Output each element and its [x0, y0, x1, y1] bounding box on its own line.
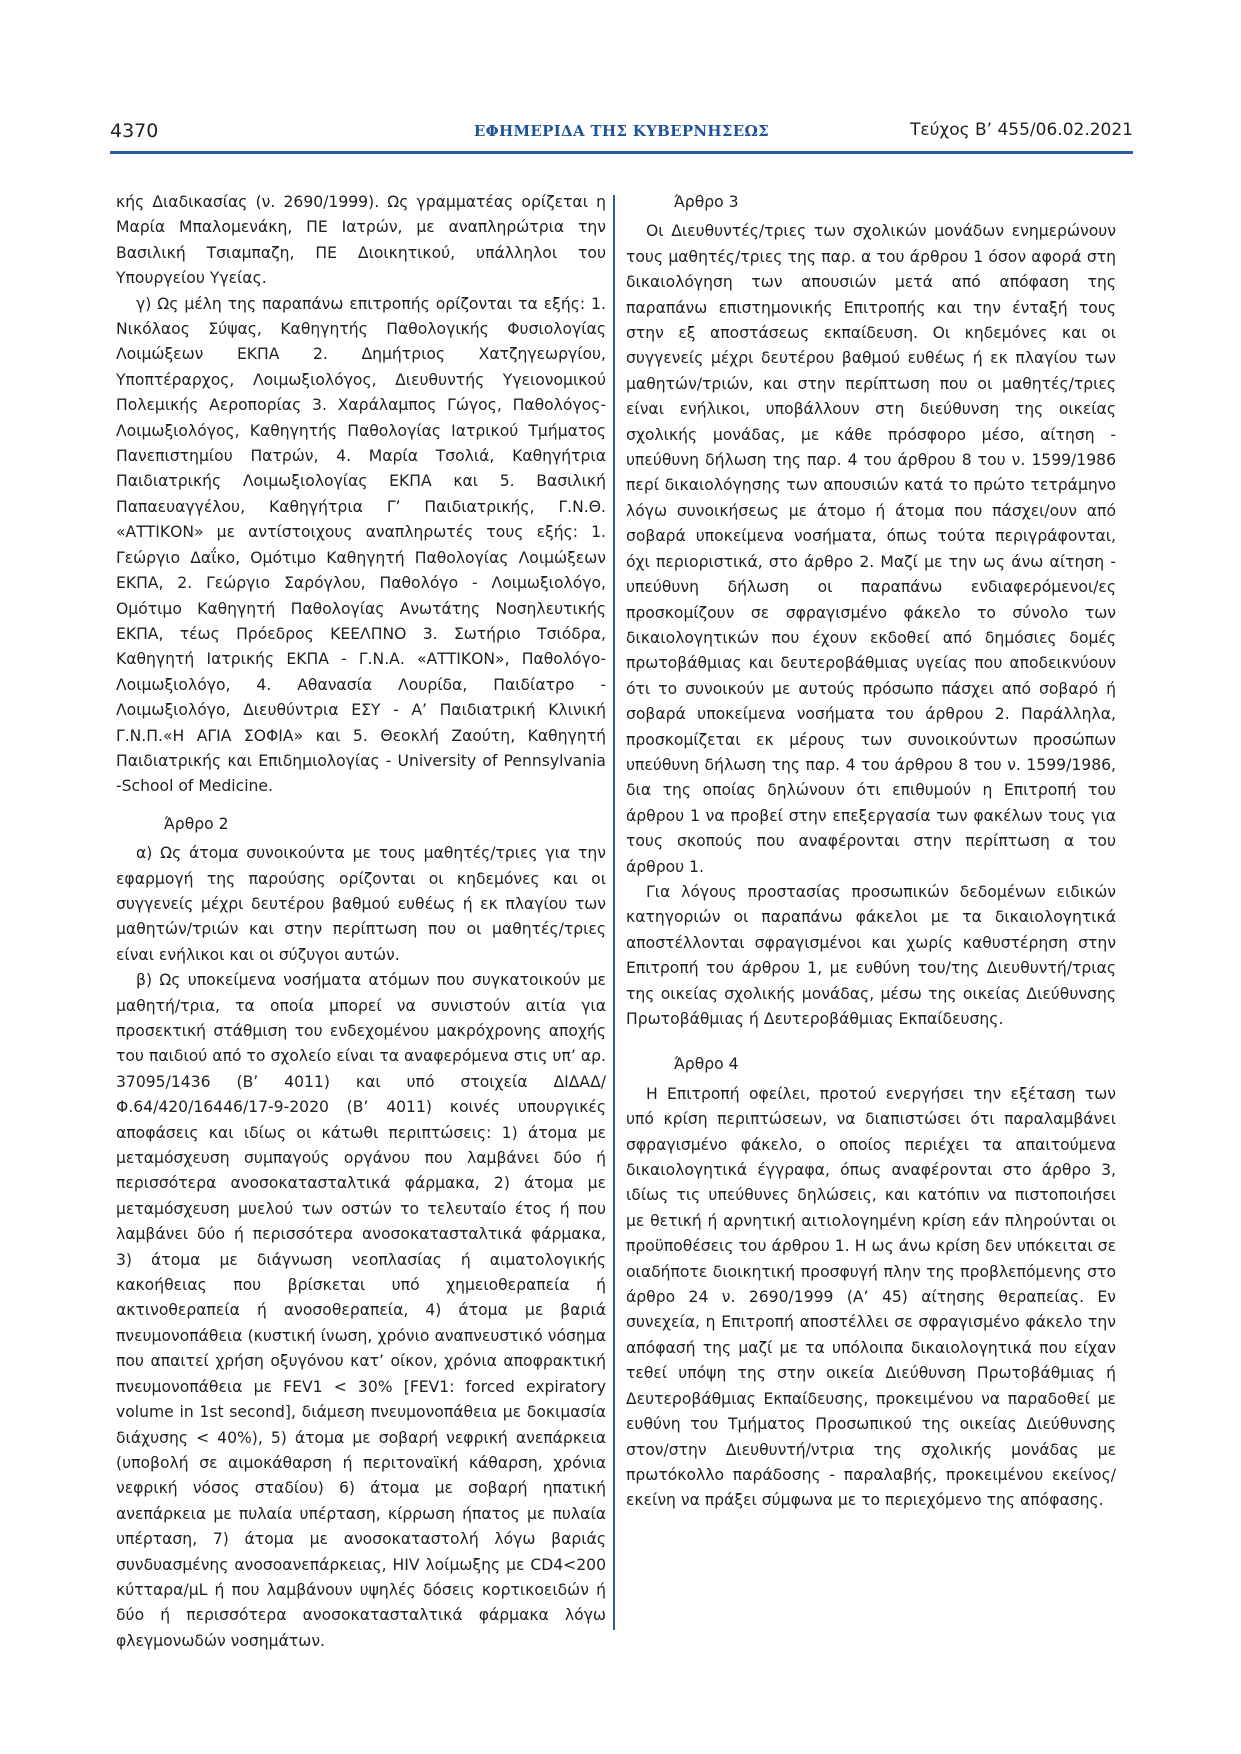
page-header	[110, 120, 1133, 150]
paragraph-committee-members: γ) Ως μέλη της παραπάνω επιτροπής ορίζονται τα εξής: 1. Νικόλαος Σύψας, Καθηγητής Παθολογικής Φυσιολογίας Λοιμώξεων ΕΚΠΑ 2. Δημήτριος Χατζηγεωργίου, Υποπτέραρχος, Λοιμωξιολόγος, Διευθυντής Υγειονομικού Πολεμικής Αεροπορίας 3. Χαράλαμπος Γώγος, Παθολόγος-Λοιμωξιολόγος, Καθηγητής Παθολογίας Ιατρικού Τμήματος Πανεπιστημίου Πατρών, 4. Μαρία Τσολιά, Καθηγήτρια Παιδιατρικής Λοιμωξιολογίας ΕΚΠΑ και 5. Βασιλική Παπαευαγγέλου, Καθηγήτρια Γ’ Παιδιατρικής, Γ.Ν.Θ. «ΑΤΤΙΚΟΝ» με αντίστοιχους αναπληρωτές τους εξής: 1. Γεώργιο Δαΐκο, Ομότιμο Καθηγητή Παθολογίας Λοιμώξεων ΕΚΠΑ, 2. Γεώργιο Σαρόγλου, Παθολόγο - Λοιμωξιολόγο, Ομότιμο Καθηγητή Παθολογίας Ανωτάτης Νοσηλευτικής ΕΚΠΑ, τέως Πρόεδρος ΚΕΕΛΠΝΟ 3. Σωτήριο Τσιόδρα, Καθηγητή Ιατρικής ΕΚΠΑ - Γ.Ν.Α. «ΑΤΤΙΚΟΝ», Παθολόγο-Λοιμωξιολόγο, 4. Αθανασία Λουρίδα, Παιδίατρο - Λοιμωξιολόγο, Διευθύντρια ΕΣΥ - Α’ Παιδιατρική Κλινική Γ.Ν.Π.«Η ΑΓΙΑ ΣΟΦΙΑ» και 5. Θεοκλή Ζαούτη, Καθηγητή Παιδιατρικής και Επιδημιολογίας - University of Pennsylvania -School of Medicine.	[116, 294, 606, 796]
left-column	[116, 190, 606, 1654]
article-4-heading: Άρθρο 4	[674, 1055, 739, 1074]
article-2-para-b: β) Ως υποκείμενα νοσήματα ατόμων που συγκατοικούν με μαθητή/τρια, τα οποία μπορεί να συνιστούν αιτία για προσεκτική στάθμιση του ενδεχομένου μακρόχρονης αποχής του παιδιού από το σχολείο είναι τα αναφερόμενα στις υπ’ αρ. 37095/1436 (Β’ 4011) και υπό στοιχεία ΔΙΔΑΔ/Φ.64/420/16446/17-9-2020 (Β’ 4011) κοινές υπουργικές αποφάσεις και ιδίως οι κάτωθι περιπτώσεις: 1) άτομα με μεταμόσχευση συμπαγούς οργάνου που λαμβάνει δύο ή περισσότερα ανοσοκατασταλτικά φάρμακα, 2) άτομα με μεταμόσχευση μυελού των οστών το τελευταίο έτος ή που λαμβάνει δύο ή περισσότερα ανοσοκατασταλτικά φάρμακα, 3) άτομα με διάγνωση νεοπλασίας ή αιματολογικής κακοήθειας που βρίσκεται υπό χημειοθεραπεία ή ακτινοθεραπεία ή ανοσοθεραπεία, 4) άτομα με βαριά πνευμονοπάθεια (κυστική ίνωση, χρόνιο αναπνευστικό νόσημα που απαιτεί χρήση οξυγόνου κατ’ οίκον, χρόνια αποφρακτική πνευμονοπάθεια με FEV1 < 30% [FEV1: forced expiratory volume in 1st second], διάμεση πνευμονοπάθεια με δοκιμασία διάχυσης < 40%), 5) άτομα με σοβαρή νεφρική ανεπάρκεια (υποβολή σε αιμοκάθαρση ή περιτοναϊκή κάθαρση, χρόνια νεφρική νόσος σταδίου) 6) άτομα με σοβαρή ηπατική ανεπάρκεια με πυλαία υπέρταση, κίρρωση ήπατος με πυλαία υπέρταση, 7) άτομα με ανοσοκαταστολή λόγω βαριάς συνδυασμένης ανοσοανεπάρκειας, HIV λοίμωξης με CD4<200 κύτταρα/μL ή που λαμβάνουν υψηλές δόσεις κορτικοειδών ή δύο ή περισσότερα ανοσοκατασταλτικά φάρμακα λόγω φλεγμονωδών νοσημάτων.	[116, 971, 606, 1650]
page-number: 4370	[110, 120, 159, 142]
header-rule	[110, 151, 1133, 154]
article-3-heading: Άρθρο 3	[674, 193, 739, 211]
issue-info: Τεύχος Β’ 455/06.02.2021	[910, 120, 1133, 140]
article-3-para-2: Για λόγους προστασίας προσωπικών δεδομένων ειδικών κατηγοριών οι παραπάνω φάκελοι με τα δικαιολογητικά αποστέλλονται σφραγισμένοι και χωρίς καθυστέρηση στην Επιτροπή του άρθρου 1, με ευθύνη του/της Διευθυντή/τριας της οικείας σχολικής μονάδας, μέσω της οικείας Διεύθυνσης Πρωτοβάθμιας ή Δευτεροβάθμιας Εκπαίδευσης.	[626, 882, 1116, 1028]
paragraph-continuation: κής Διαδικασίας (ν. 2690/1999). Ως γραμματέας ορίζεται η Μαρία Μπαλομενάκη, ΠΕ Ιατρών, με αναπληρώτρια την Βασιλική Τσιαμπαζη, ΠΕ Διοικητικού, υπάλληλοι του Υπουργείου Υγείας.	[116, 193, 606, 288]
gazette-title: ΕΦΗΜΕΡΙΔΑ ΤΗΣ ΚΥΒΕΡΝΗΣΕΩΣ	[473, 122, 770, 140]
article-3-para-1: Οι Διευθυντές/τριες των σχολικών μονάδων ενημερώνουν τους μαθητές/τριες της παρ. α του άρθρου 1 όσον αφορά στη δικαιολόγηση των απουσιών μετά από απόφαση της παραπάνω επιστημονικής Επιτροπής και την ένταξή τους στην εξ αποστάσεως εκπαίδευση. Οι κηδεμόνες και οι συγγενείς μέχρι δευτέρου βαθμού ευθέως ή εκ πλαγίου των μαθητών/τριών, και στην περίπτωση που οι μαθητές/τριες είναι ενήλικοι, υποβάλλουν στη διεύθυνση της οικείας σχολικής μονάδας, με κάθε πρόσφορο μέσο, αίτηση - υπεύθυνη δήλωση της παρ. 4 του άρθρου 8 του ν. 1599/1986 περί δικαιολόγησης των απουσιών κατά το πρώτο τετράμηνο λόγω συνοικήσεως με άτομο ή άτομα που πάσχει/ουν από σοβαρά υποκείμενα νοσήματα, όπως τούτα περιγράφονται, όχι περιοριστικά, στο άρθρο 2. Μαζί με την ως άνω αίτηση - υπεύθυνη δήλωση οι παραπάνω ενδιαφερόμενοι/ες προσκομίζουν σε σφραγισμένο φάκελο το σύνολο των δικαιολογητικών που έχουν εκδοθεί από δημόσιες δομές πρωτοβάθμιας και δευτεροβάθμιας υγείας που αποδεικνύουν ότι το συνοικούν με αυτούς πρόσωπο πάσχει από σοβαρό ή σοβαρά υποκείμενα νοσήματα του άρθρου 2. Παράλληλα, προσκομίζεται εκ μέρους των συνοικούντων προσώπων υπεύθυνη δήλωση της παρ. 4 του άρθρου 8 του ν. 1599/1986, δια της οποίας δηλώνουν ότι επιθυμούν η Επιτροπή του άρθρου 1 να προβεί στην επεξεργασία των φακέλων τους για τους σκοπούς που αναφέρονται στην περίπτωση α του άρθρου 1.	[626, 222, 1116, 876]
right-column	[626, 190, 1116, 1514]
article-2-heading: Άρθρο 2	[164, 814, 229, 833]
column-divider	[613, 195, 615, 1630]
article-2-para-a: α) Ως άτομα συνοικούντα με τους μαθητές/τριες για την εφαρμογή της παρούσης ορίζονται οι κηδεμόνες και οι συγγενείς μέχρι δευτέρου βαθμού ευθέως ή εκ πλαγίου των μαθητών/τριών και στην περίπτωση που οι μαθητές/τριες είναι ενήλικοι και οι σύζυγοι αυτών.	[116, 844, 606, 964]
article-4-para-1: Η Επιτροπή οφείλει, προτού ενεργήσει την εξέταση των υπό κρίση περιπτώσεων, να διαπιστώσει ότι παραλαμβάνει σφραγισμένο φάκελο, ο οποίος περιέχει τα απαιτούμενα δικαιολογητικά έγγραφα, όπως αναφέρονται στο άρθρο 3, ιδίως τις υπεύθυνες δηλώσεις, και κατόπιν να πιστοποιήσει με θετική ή αρνητική αιτιολογημένη κρίση εάν πληρούνται οι προϋποθέσεις του άρθρου 1. Η ως άνω κρίση δεν υπόκειται σε οιαδήποτε διοικητική προσφυγή πλην της προβλεπόμενης στο άρθρο 24 ν. 2690/1999 (Α’ 45) αίτησης θεραπείας. Εν συνεχεία, η Επιτροπή αποστέλλει σε σφραγισμένο φάκελο την απόφασή της μαζί με τα υπόλοιπα δικαιολογητικά που είχαν τεθεί υπόψη της στην οικεία Διεύθυνση Πρωτοβάθμιας ή Δευτεροβάθμιας Εκπαίδευσης, προκειμένου να παραδοθεί με ευθύνη του Τμήματος Προσωπικού της οικείας Διεύθυνσης στον/στην Διευθυντή/ντρια της σχολικής μονάδας με πρωτόκολλο παράδοσης - παραλαβής, προκειμένου εκείνος/εκείνη να πράξει σύμφωνα με το περιεχόμενο της απόφασης.	[626, 1084, 1116, 1510]
